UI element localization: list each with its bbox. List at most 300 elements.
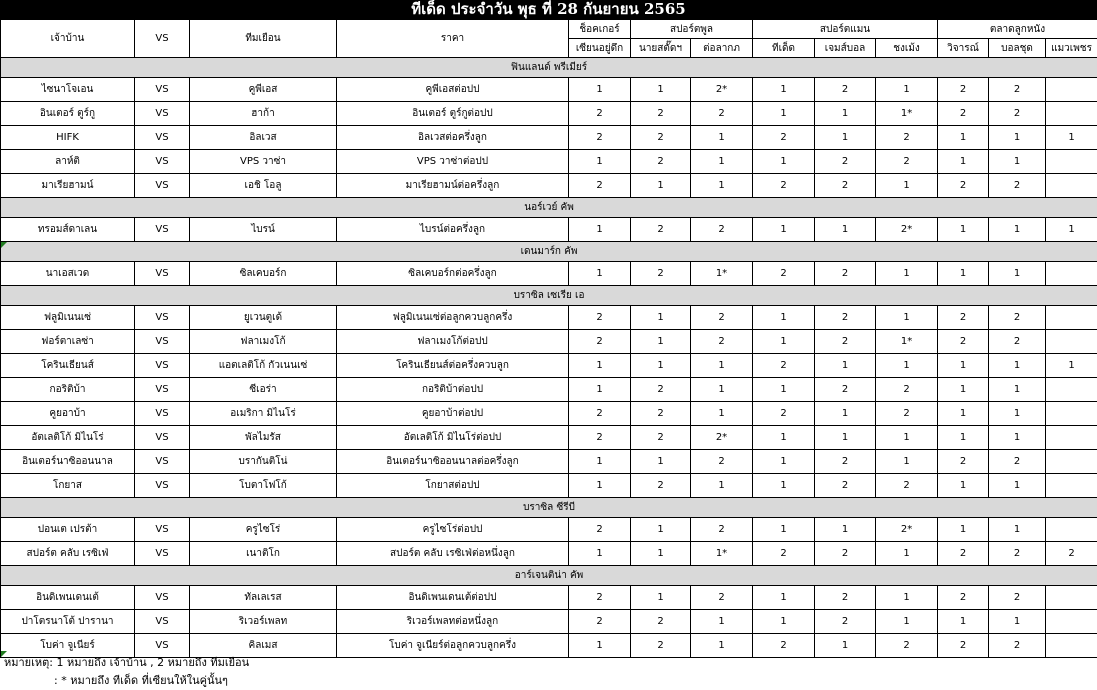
pick-cell: 1 bbox=[691, 474, 753, 498]
pick-cell: 1 bbox=[753, 378, 815, 402]
pick-cell: 1 bbox=[631, 330, 691, 354]
pick-cell: 1 bbox=[938, 610, 989, 634]
pick-cell: 1 bbox=[753, 450, 815, 474]
pick-cell: 1 bbox=[753, 78, 815, 102]
pick-cell: 2 bbox=[815, 262, 876, 286]
pick-cell: 1 bbox=[989, 378, 1046, 402]
league-name: นอร์เวย์ คัพ bbox=[1, 198, 1097, 218]
pick-cell: 2 bbox=[938, 586, 989, 610]
pick-cell: 2 bbox=[569, 174, 631, 198]
pick-cell: 2 bbox=[569, 306, 631, 330]
pick-cell: 2 bbox=[631, 402, 691, 426]
away-team: ฮาก้า bbox=[190, 102, 337, 126]
pick-cell: 1 bbox=[631, 586, 691, 610]
pick-cell bbox=[1046, 518, 1097, 542]
pick-cell: 2 bbox=[631, 218, 691, 242]
league-name: บราซิล เซเรีย เอ bbox=[1, 286, 1097, 306]
pick-cell: 1 bbox=[569, 542, 631, 566]
home-team: ปอนเต เปรต้า bbox=[1, 518, 135, 542]
pick-cell: 1 bbox=[1046, 126, 1097, 150]
pick-cell: 2 bbox=[815, 150, 876, 174]
pick-cell: 1 bbox=[989, 474, 1046, 498]
pick-cell: 2 bbox=[989, 634, 1046, 658]
pick-cell: 2 bbox=[815, 586, 876, 610]
pick-cell: 1 bbox=[569, 378, 631, 402]
pick-cell: 1 bbox=[753, 218, 815, 242]
vs-label: VS bbox=[135, 450, 190, 474]
pick-cell: 2 bbox=[569, 426, 631, 450]
header-tipster: บอลชุด bbox=[989, 39, 1046, 58]
pick-cell: 1 bbox=[815, 518, 876, 542]
pick-cell: 1 bbox=[815, 402, 876, 426]
home-team: กอริติบ้า bbox=[1, 378, 135, 402]
handicap-price: ไบรน์ต่อครึ่งลูก bbox=[337, 218, 569, 242]
handicap-price: กอริติบ้าต่อปป bbox=[337, 378, 569, 402]
handicap-price: VPS วาซ่าต่อปป bbox=[337, 150, 569, 174]
pick-cell: 1 bbox=[876, 610, 938, 634]
pick-cell: 2 bbox=[569, 518, 631, 542]
pick-cell: 2 bbox=[631, 262, 691, 286]
pick-cell: 2 bbox=[753, 126, 815, 150]
pick-cell: 2* bbox=[876, 218, 938, 242]
pick-cell: 2 bbox=[1046, 542, 1097, 566]
pick-cell: 2 bbox=[631, 474, 691, 498]
pick-cell: 1 bbox=[631, 518, 691, 542]
pick-cell: 1 bbox=[989, 402, 1046, 426]
pick-cell: 2 bbox=[631, 634, 691, 658]
away-team: พัลไมรัส bbox=[190, 426, 337, 450]
vs-label: VS bbox=[135, 426, 190, 450]
pick-cell: 2 bbox=[569, 330, 631, 354]
pick-cell: 1 bbox=[753, 330, 815, 354]
note-line: : * หมายถึง ทีเด็ด ที่เซียนให้ในคู่นั้นๆ bbox=[54, 674, 228, 687]
pick-cell: 1 bbox=[753, 102, 815, 126]
pick-cell: 2 bbox=[815, 450, 876, 474]
pick-cell: 1 bbox=[815, 126, 876, 150]
home-team: อินเตอร์นาซิออนนาล bbox=[1, 450, 135, 474]
match-row bbox=[1, 126, 1097, 150]
away-team: VPS วาซ่า bbox=[190, 150, 337, 174]
handicap-price: โกยาสต่อปป bbox=[337, 474, 569, 498]
handicap-price: สปอร์ต คลับ เรซิเฟ่ต่อหนึ่งลูก bbox=[337, 542, 569, 566]
pick-cell: 1 bbox=[691, 150, 753, 174]
away-team: เอชิ โอลู bbox=[190, 174, 337, 198]
away-team: ซิลเคบอร์ก bbox=[190, 262, 337, 286]
match-row bbox=[1, 610, 1097, 634]
pick-cell: 2 bbox=[691, 218, 753, 242]
vs-label: VS bbox=[135, 150, 190, 174]
pick-cell: 2 bbox=[815, 542, 876, 566]
pick-cell: 2 bbox=[753, 634, 815, 658]
away-team: คิลเมส bbox=[190, 634, 337, 658]
pick-cell: 2 bbox=[876, 378, 938, 402]
pick-cell: 1 bbox=[569, 450, 631, 474]
home-team: อัตเลติโก้ มิไนโร่ bbox=[1, 426, 135, 450]
match-row bbox=[1, 402, 1097, 426]
match-row bbox=[1, 354, 1097, 378]
pick-cell: 1 bbox=[938, 354, 989, 378]
away-team: ริเวอร์เพลท bbox=[190, 610, 337, 634]
pick-cell: 1 bbox=[989, 126, 1046, 150]
vs-label: VS bbox=[135, 262, 190, 286]
away-team: แอตเลติโก้ กัวเนนเซ่ bbox=[190, 354, 337, 378]
pick-cell: 2 bbox=[631, 610, 691, 634]
pick-cell: 2 bbox=[691, 450, 753, 474]
handicap-price: อิลเวสต่อครึ่งลูก bbox=[337, 126, 569, 150]
pick-cell: 2 bbox=[938, 634, 989, 658]
header-group-shocker: ช็อคเกอร์ bbox=[569, 20, 631, 39]
tips-table bbox=[0, 19, 1097, 658]
pick-cell bbox=[1046, 426, 1097, 450]
pick-cell: 2 bbox=[815, 610, 876, 634]
pick-cell: 1 bbox=[569, 354, 631, 378]
pick-cell: 1 bbox=[815, 218, 876, 242]
vs-label: VS bbox=[135, 330, 190, 354]
header-tipster: ทีเด็ด bbox=[753, 39, 815, 58]
match-row bbox=[1, 518, 1097, 542]
pick-cell: 2 bbox=[631, 378, 691, 402]
pick-cell: 2* bbox=[876, 518, 938, 542]
cell-marker bbox=[1, 242, 7, 248]
pick-cell: 1 bbox=[815, 634, 876, 658]
pick-cell: 1 bbox=[1046, 218, 1097, 242]
header-tipster: เซียนอยู่ดึก bbox=[569, 39, 631, 58]
pick-cell: 1 bbox=[753, 426, 815, 450]
pick-cell bbox=[1046, 378, 1097, 402]
pick-cell: 1 bbox=[753, 474, 815, 498]
pick-cell bbox=[1046, 150, 1097, 174]
handicap-price: ซิลเคบอร์กต่อครึ่งลูก bbox=[337, 262, 569, 286]
vs-label: VS bbox=[135, 102, 190, 126]
match-row bbox=[1, 542, 1097, 566]
pick-cell: 2 bbox=[691, 586, 753, 610]
pick-cell: 1 bbox=[989, 518, 1046, 542]
pick-cell: 1 bbox=[876, 542, 938, 566]
away-team: ครูไซโร่ bbox=[190, 518, 337, 542]
home-team: ฟอร์ตาเลซ่า bbox=[1, 330, 135, 354]
pick-cell: 1 bbox=[989, 262, 1046, 286]
header-home: เจ้าบ้าน bbox=[1, 20, 135, 58]
pick-cell: 2 bbox=[989, 102, 1046, 126]
notes bbox=[4, 654, 249, 690]
pick-cell: 1 bbox=[631, 174, 691, 198]
pick-cell: 2 bbox=[876, 402, 938, 426]
pick-cell: 1 bbox=[876, 586, 938, 610]
pick-cell: 1 bbox=[691, 174, 753, 198]
header-group-sportman: สปอร์ตแมน bbox=[753, 20, 938, 39]
sheet-title: ทีเด็ด ประจำวัน พุธ ที่ 28 กันยายน 2565 bbox=[0, 0, 1097, 19]
away-team: ซีเอร่า bbox=[190, 378, 337, 402]
pick-cell: 2 bbox=[815, 378, 876, 402]
pick-cell: 1 bbox=[815, 426, 876, 450]
handicap-price: อินเตอร์นาซิออนนาลต่อครึ่งลูก bbox=[337, 450, 569, 474]
pick-cell bbox=[1046, 586, 1097, 610]
pick-cell: 1 bbox=[631, 78, 691, 102]
handicap-price: มาเรียฮามน์ต่อครึ่งลูก bbox=[337, 174, 569, 198]
pick-cell: 1 bbox=[631, 542, 691, 566]
away-team: คูพีเอส bbox=[190, 78, 337, 102]
home-team: อินเตอร์ ตูร์กู bbox=[1, 102, 135, 126]
pick-cell: 2 bbox=[938, 174, 989, 198]
pick-cell: 1 bbox=[815, 354, 876, 378]
vs-label: VS bbox=[135, 634, 190, 658]
pick-cell: 1 bbox=[938, 426, 989, 450]
pick-cell: 1* bbox=[876, 330, 938, 354]
pick-cell: 2 bbox=[876, 150, 938, 174]
handicap-price: อัตเลติโก้ มิไนโร่ต่อปป bbox=[337, 426, 569, 450]
handicap-price: อินดิเพนเดนเต้ต่อปป bbox=[337, 586, 569, 610]
league-row bbox=[1, 498, 1097, 518]
pick-cell: 2 bbox=[631, 426, 691, 450]
pick-cell: 1 bbox=[569, 218, 631, 242]
pick-cell: 1 bbox=[938, 402, 989, 426]
header-tipster: แมวเพชร bbox=[1046, 39, 1097, 58]
pick-cell: 2 bbox=[876, 474, 938, 498]
away-team: เนาติโก bbox=[190, 542, 337, 566]
home-team: คูยอาบ้า bbox=[1, 402, 135, 426]
note-line: หมายเหตุ: 1 หมายถึง เจ้าบ้าน , 2 หมายถึง ทีมเยือน bbox=[4, 656, 250, 669]
pick-cell: 2 bbox=[631, 126, 691, 150]
header-tipster: ชงเม้ง bbox=[876, 39, 938, 58]
pick-cell: 2 bbox=[753, 402, 815, 426]
pick-cell: 2 bbox=[753, 174, 815, 198]
pick-cell: 2 bbox=[876, 634, 938, 658]
vs-label: VS bbox=[135, 354, 190, 378]
vs-label: VS bbox=[135, 174, 190, 198]
pick-cell: 2 bbox=[938, 306, 989, 330]
home-team: อินดิเพนเดนเต้ bbox=[1, 586, 135, 610]
pick-cell: 1 bbox=[631, 450, 691, 474]
pick-cell: 2 bbox=[938, 542, 989, 566]
home-team: ปาโตรนาโต้ ปารานา bbox=[1, 610, 135, 634]
pick-cell: 2 bbox=[989, 450, 1046, 474]
pick-cell: 2 bbox=[631, 102, 691, 126]
league-row bbox=[1, 58, 1097, 78]
vs-label: VS bbox=[135, 126, 190, 150]
pick-cell: 2 bbox=[815, 306, 876, 330]
header-tipster: เจมส์บอล bbox=[815, 39, 876, 58]
pick-cell: 1 bbox=[753, 306, 815, 330]
pick-cell: 1 bbox=[1046, 354, 1097, 378]
pick-cell: 1* bbox=[876, 102, 938, 126]
match-row bbox=[1, 102, 1097, 126]
handicap-price: ริเวอร์เพลทต่อหนึ่งลูก bbox=[337, 610, 569, 634]
handicap-price: ฟลาเมงโก้ต่อปป bbox=[337, 330, 569, 354]
pick-cell bbox=[1046, 330, 1097, 354]
handicap-price: อินเตอร์ ตูร์กูต่อปป bbox=[337, 102, 569, 126]
league-row bbox=[1, 286, 1097, 306]
header-tipster: วิจารณ์ bbox=[938, 39, 989, 58]
pick-cell: 1* bbox=[691, 262, 753, 286]
pick-cell: 1 bbox=[938, 474, 989, 498]
pick-cell: 2 bbox=[691, 330, 753, 354]
pick-cell: 2 bbox=[989, 78, 1046, 102]
match-row bbox=[1, 378, 1097, 402]
pick-cell: 2 bbox=[569, 402, 631, 426]
away-team: อิลเวส bbox=[190, 126, 337, 150]
pick-cell: 2* bbox=[691, 426, 753, 450]
pick-cell: 2 bbox=[691, 102, 753, 126]
pick-cell bbox=[1046, 450, 1097, 474]
pick-cell: 1 bbox=[876, 426, 938, 450]
league-row bbox=[1, 198, 1097, 218]
vs-label: VS bbox=[135, 306, 190, 330]
handicap-price: คูยอาบ้าต่อปป bbox=[337, 402, 569, 426]
header-price: ราคา bbox=[337, 20, 569, 58]
match-row bbox=[1, 450, 1097, 474]
pick-cell bbox=[1046, 402, 1097, 426]
pick-cell bbox=[1046, 634, 1097, 658]
header-group-market: ตลาดลูกหนัง bbox=[938, 20, 1097, 39]
pick-cell: 2 bbox=[938, 450, 989, 474]
vs-label: VS bbox=[135, 542, 190, 566]
pick-cell: 1 bbox=[753, 518, 815, 542]
home-team: ลาห์ติ bbox=[1, 150, 135, 174]
vs-label: VS bbox=[135, 474, 190, 498]
pick-cell: 2 bbox=[753, 262, 815, 286]
header-row-groups bbox=[1, 20, 1097, 39]
handicap-price: คูพีเอสต่อปป bbox=[337, 78, 569, 102]
pick-cell: 1 bbox=[753, 150, 815, 174]
pick-cell bbox=[1046, 474, 1097, 498]
pick-cell: 1 bbox=[938, 126, 989, 150]
match-row bbox=[1, 586, 1097, 610]
pick-cell: 2 bbox=[989, 174, 1046, 198]
handicap-price: ครูไซโร่ต่อปป bbox=[337, 518, 569, 542]
pick-cell: 1 bbox=[691, 354, 753, 378]
pick-cell: 1 bbox=[876, 354, 938, 378]
pick-cell: 2 bbox=[815, 474, 876, 498]
pick-cell bbox=[1046, 262, 1097, 286]
pick-cell: 2 bbox=[569, 610, 631, 634]
pick-cell: 1 bbox=[569, 150, 631, 174]
match-row bbox=[1, 174, 1097, 198]
match-row bbox=[1, 150, 1097, 174]
away-team: ไบรน์ bbox=[190, 218, 337, 242]
vs-label: VS bbox=[135, 218, 190, 242]
pick-cell: 1 bbox=[876, 306, 938, 330]
away-team: ยูเวนตูเด้ bbox=[190, 306, 337, 330]
pick-cell: 2 bbox=[631, 150, 691, 174]
pick-cell: 1 bbox=[753, 586, 815, 610]
pick-cell: 1 bbox=[938, 218, 989, 242]
vs-label: VS bbox=[135, 378, 190, 402]
pick-cell: 1 bbox=[989, 150, 1046, 174]
league-name: อาร์เจนติน่า คัพ bbox=[1, 566, 1097, 586]
match-row bbox=[1, 218, 1097, 242]
pick-cell: 1 bbox=[989, 354, 1046, 378]
match-row bbox=[1, 474, 1097, 498]
pick-cell: 2 bbox=[569, 102, 631, 126]
pick-cell: 1 bbox=[569, 634, 631, 658]
home-team: สปอร์ต คลับ เรซิเฟ่ bbox=[1, 542, 135, 566]
league-name: บราซิล ซีรีบี bbox=[1, 498, 1097, 518]
pick-cell bbox=[1046, 610, 1097, 634]
pick-cell: 1 bbox=[989, 610, 1046, 634]
pick-cell: 1 bbox=[989, 426, 1046, 450]
pick-cell: 2 bbox=[569, 586, 631, 610]
pick-cell bbox=[1046, 102, 1097, 126]
vs-label: VS bbox=[135, 586, 190, 610]
away-team: บรากันติโน่ bbox=[190, 450, 337, 474]
pick-cell: 1 bbox=[569, 262, 631, 286]
match-row bbox=[1, 426, 1097, 450]
pick-cell: 1 bbox=[569, 78, 631, 102]
pick-cell: 1 bbox=[691, 378, 753, 402]
away-team: ทัลเลเรส bbox=[190, 586, 337, 610]
pick-cell: 2 bbox=[989, 306, 1046, 330]
pick-cell: 2 bbox=[989, 586, 1046, 610]
header-group-sportpool: สปอร์ตพูล bbox=[631, 20, 753, 39]
pick-cell: 1 bbox=[753, 610, 815, 634]
pick-cell: 2 bbox=[569, 126, 631, 150]
pick-cell: 2 bbox=[691, 306, 753, 330]
pick-cell: 2* bbox=[691, 78, 753, 102]
home-team: นาเอสเวด bbox=[1, 262, 135, 286]
pick-cell: 1 bbox=[938, 262, 989, 286]
header-vs: VS bbox=[135, 20, 190, 58]
away-team: อเมริกา มิไนโร่ bbox=[190, 402, 337, 426]
header-tipster: ต่อลากภ bbox=[691, 39, 753, 58]
header-tipster: นายสตั๊ดฯ bbox=[631, 39, 691, 58]
league-row bbox=[1, 566, 1097, 586]
home-team: โครินเธียนส์ bbox=[1, 354, 135, 378]
pick-cell bbox=[1046, 306, 1097, 330]
pick-cell: 2 bbox=[815, 174, 876, 198]
pick-cell: 2 bbox=[938, 102, 989, 126]
pick-cell: 1 bbox=[876, 174, 938, 198]
pick-cell: 2 bbox=[753, 354, 815, 378]
away-team: ฟลาเมงโก้ bbox=[190, 330, 337, 354]
league-row bbox=[1, 242, 1097, 262]
pick-cell: 1 bbox=[691, 402, 753, 426]
handicap-price: โบค่า จูเนียร์ต่อลูกควบลูกครึ่ง bbox=[337, 634, 569, 658]
pick-cell bbox=[1046, 78, 1097, 102]
home-team: ทรอมส์ดาเลน bbox=[1, 218, 135, 242]
home-team: โบค่า จูเนียร์ bbox=[1, 634, 135, 658]
pick-cell: 2 bbox=[691, 518, 753, 542]
home-team: โกยาส bbox=[1, 474, 135, 498]
home-team: HIFK bbox=[1, 126, 135, 150]
header-away: ทีมเยือน bbox=[190, 20, 337, 58]
pick-cell: 1 bbox=[815, 102, 876, 126]
league-name: ฟินแลนด์ พรีเมียร์ bbox=[1, 58, 1097, 78]
pick-cell: 2 bbox=[938, 330, 989, 354]
pick-cell: 2 bbox=[989, 542, 1046, 566]
match-row bbox=[1, 330, 1097, 354]
vs-label: VS bbox=[135, 402, 190, 426]
home-team: ไซนาโจเอน bbox=[1, 78, 135, 102]
pick-cell: 1 bbox=[876, 262, 938, 286]
pick-cell: 1 bbox=[938, 378, 989, 402]
pick-cell bbox=[1046, 174, 1097, 198]
pick-cell: 1 bbox=[876, 78, 938, 102]
pick-cell: 2 bbox=[815, 330, 876, 354]
pick-cell: 1* bbox=[691, 542, 753, 566]
away-team: โบตาโฟโก้ bbox=[190, 474, 337, 498]
pick-cell: 2 bbox=[815, 78, 876, 102]
pick-cell: 1 bbox=[631, 354, 691, 378]
vs-label: VS bbox=[135, 78, 190, 102]
pick-cell: 1 bbox=[631, 306, 691, 330]
match-row bbox=[1, 262, 1097, 286]
pick-cell: 1 bbox=[989, 218, 1046, 242]
home-team: ฟลูมิเนนเซ่ bbox=[1, 306, 135, 330]
handicap-price: โครินเธียนส์ต่อครึ่งควบลูก bbox=[337, 354, 569, 378]
pick-cell: 1 bbox=[569, 474, 631, 498]
handicap-price: ฟลูมิเนนเซ่ต่อลูกควบลูกครึ่ง bbox=[337, 306, 569, 330]
vs-label: VS bbox=[135, 610, 190, 634]
